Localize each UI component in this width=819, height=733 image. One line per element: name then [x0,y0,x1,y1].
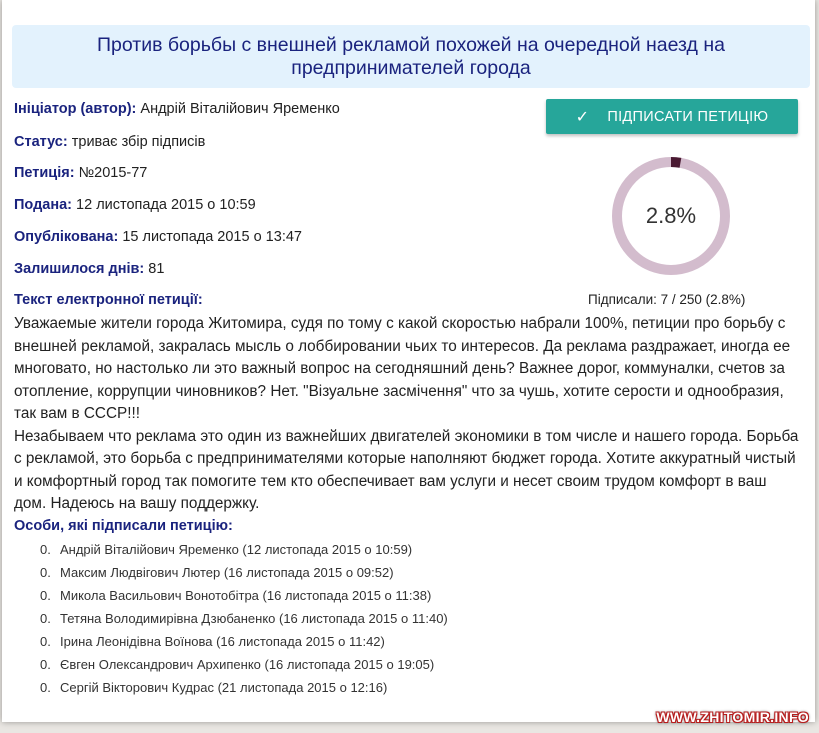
days-left-row [14,261,164,277]
petition-title-box [12,25,810,88]
petition-number-row [14,165,147,181]
signer-item: 0. Євген Олександрович Архипенко (16 листопада 2015 о 19:05) [40,657,435,672]
published-value: 15 листопада 2015 о 13:47 [122,229,302,245]
days-left-value: 81 [148,261,165,277]
signer-item: 0. Тетяна Володимирівна Дзюбаненко (16 листопада 2015 о 11:40) [40,611,448,626]
petition-text [14,313,799,516]
signed-count: Підписали: 7 / 250 (2.8%) [588,292,746,307]
status-value: триває збір підписів [71,134,206,150]
author-row [14,101,340,117]
published-label: Опублiкована: [14,229,119,245]
signer-item: 0. Андрій Віталійович Яременко (12 листопада 2015 о 10:59) [40,542,413,557]
days-left-label: Залишилося днів: [14,261,145,277]
status-row [14,134,205,150]
check-icon: ✓ [575,108,590,126]
submitted-row [14,197,256,213]
petition-text-heading: Текст електронної петиції: [14,292,203,308]
signers-heading: Особи, які підписали петицію: [14,518,233,534]
petition-paragraph: Незабываем что реклама это один из важнейших двигателей экономики в том числе и нашего города. Борьба с рекламой, это борьба с предпринимателями которые наполняют бюджет города. Хотите аккуратный чистый и комфортный город так помогите тем кто обеспечивает вам услуги и несет своим трудом комфорт в ваш дом. Надеюсь на вашу поддержку. [14,427,799,512]
site-watermark: WWW.ZHITOMIR.INFO [656,709,809,725]
petition-card [2,0,815,722]
petition-number-value: №2015-77 [78,165,148,181]
signer-item: 0. Микола Васильович Вонотобітра (16 листопада 2015 о 11:38) [40,588,432,603]
petition-number-label: Петиція: [14,165,75,181]
submitted-value: 12 листопада 2015 о 10:59 [76,197,256,213]
author-value: Андрій Віталійович Яременко [140,101,340,117]
author-label: Ініціатор (автор): [14,101,137,117]
petition-paragraph: Уважаемые жители города Житомира, судя по тому с какой скоростью набрали 100%, петиции про борьбу с внешней рекламой, закралась мысль о лоббировании чьих то интересов. Да реклама раздражает, иногда ее многовато, но настолько ли это важный вопрос на сегодняшний день? Важнее дорог, коммуналки, счетов за отопление, коррупции чиновников? Нет. "Візуальне засмічення" что за чушь, хотите серости и однообразия, так вам в СССР!!! [14,315,791,422]
signer-item: 0. Максим Людвігович Лютер (16 листопада 2015 о 09:52) [40,565,394,580]
petition-title: Против борьбы с внешней рекламой похожей на очередной наезд на предпринимателей города [97,33,725,79]
sign-petition-label: ПІДПИСАТИ ПЕТИЦІЮ [607,108,769,125]
signer-item: 0. Сергій Вікторович Кудрас (21 листопада 2015 о 12:16) [40,680,388,695]
sign-petition-button[interactable] [546,99,798,134]
published-row [14,229,302,245]
signers-list [40,541,448,702]
submitted-label: Подана: [14,197,73,213]
signer-item: 0. Ірина Леонідівна Воїнова (16 листопада 2015 о 11:42) [40,634,385,649]
status-label: Статус: [14,134,68,150]
progress-percent: 2.8% [645,203,697,228]
